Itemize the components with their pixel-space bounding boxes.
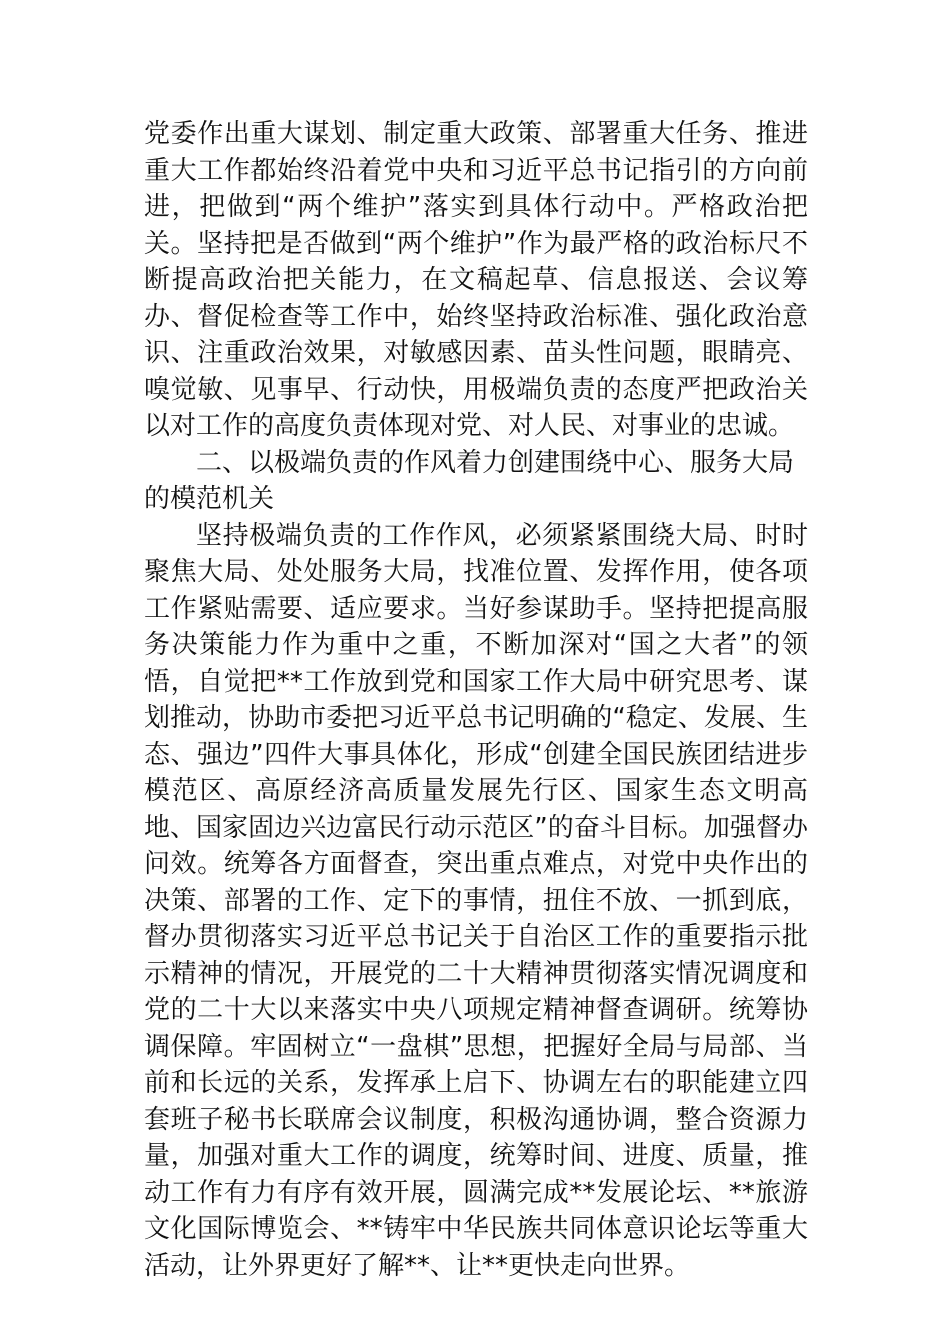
paragraph-serve-overall-situation: 坚持极端负责的工作作风，必须紧紧围绕大局、时时聚焦大局、处处服务大局，找准位置、发挥作用，使各项工作紧贴需要、适应要求。当好参谋助手。坚持把提高服务决策能力作为重中之重，不断加深对“国之大者”的领悟，自觉把**工作放到党和国家工作大局中研究思考、谋划推动，协助市委把习近平总书记明确的“稳定、发展、生态、强边”四件大事具体化，形成“创建全国民族团结进步模范区、高原经济高质量发展先行区、国家生态文明高地、国家固边兴边富民行动示范区”的奋斗目标。加强督办问效。统筹各方面督查，突出重点难点，对党中央作出的决策、部署的工作、定下的事情，扭住不放、一抓到底，督办贯彻落实习近平总书记关于自治区工作的重要指示批示精神的情况，开展党的二十大精神贯彻落实情况调度和党的二十大以来落实中央八项规定精神督查调研。统筹协调保障。牢固树立“一盘棋”思想，把握好全局与局部、当前和长远的关系，发挥承上启下、协调左右的职能建立四套班子秘书长联席会议制度，积极沟通协调，整合资源力量，加强对重大工作的调度，统筹时间、进度、质量，推动工作有力有序有效开展，圆满完成**发展论坛、**旅游文化国际博览会、**铸牢中华民族共同体意识论坛等重大活动，让外界更好了解**、让**更快走向世界。 [144,520,808,1281]
document-body [144,116,808,1284]
paragraph-political-review: 党委作出重大谋划、制定重大政策、部署重大任务、推进重大工作都始终沿着党中央和习近平总书记指引的方向前进，把做到“两个维护”落实到具体行动中。严格政治把关。坚持把是否做到“两个维护”作为最严格的政治标尺不断提高政治把关能力，在文稿起草、信息报送、会议筹办、督促检查等工作中，始终坚持政治标准、强化政治意识、注重政治效果，对敏感因素、苗头性问题，眼睛亮、嗅觉敏、见事早、行动快，用极端负责的态度严把政治关以对工作的高度负责体现对党、对人民、对事业的忠诚。 [144,119,808,441]
section-heading-two: 二、以极端负责的作风着力创建围绕中心、服务大局的模范机关 [144,447,795,514]
